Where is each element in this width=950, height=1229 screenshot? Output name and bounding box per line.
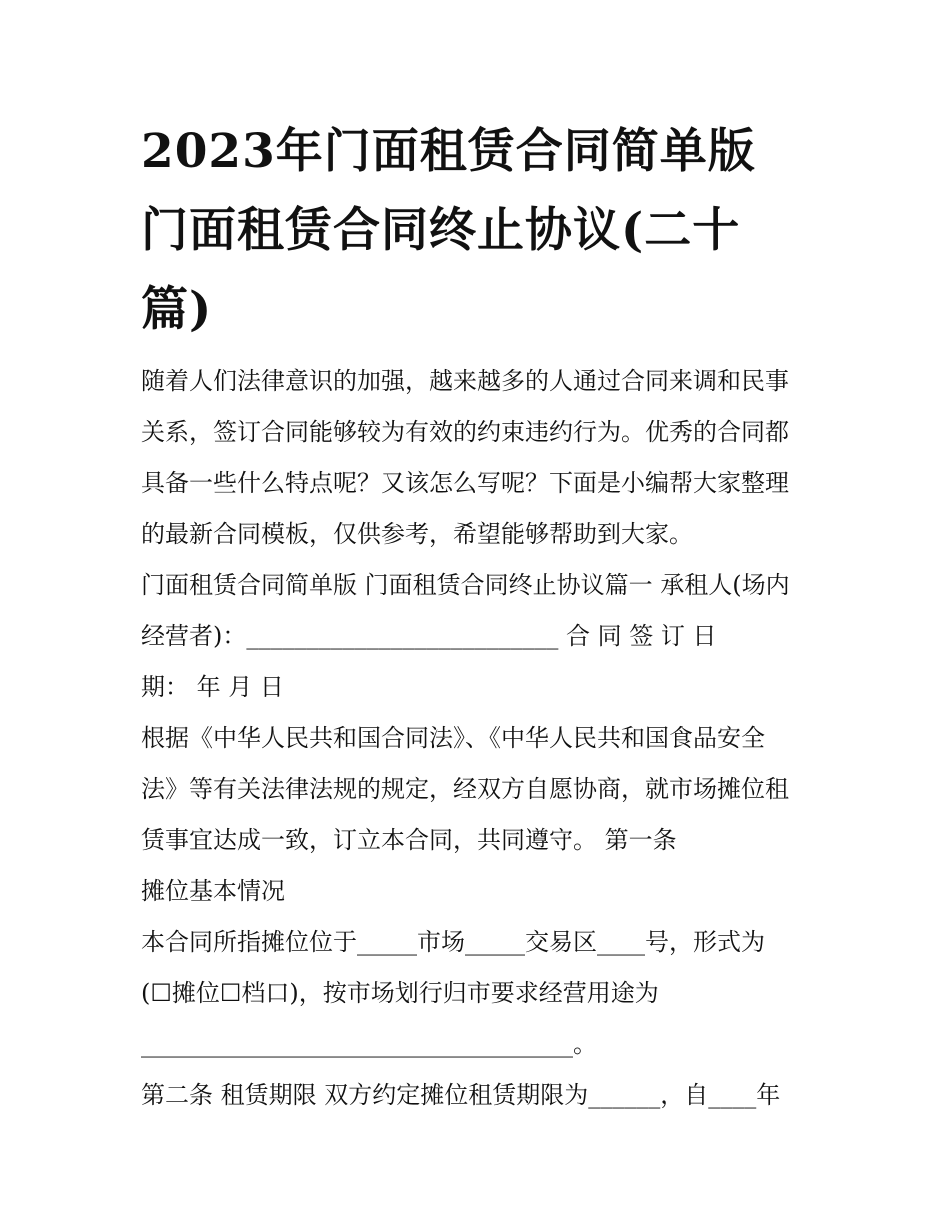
document-body: [141, 356, 821, 1121]
body-line-10: 赁事宜达成一致，订立本合同，共同遵守。 第一条: [141, 826, 677, 854]
body-line-4: 的最新合同模板，仅供参考，希望能够帮助到大家。: [141, 520, 693, 548]
body-line-7: 期： 年 月 日: [141, 673, 284, 701]
body-line-5: 门面租赁合同简单版 门面租赁合同终止协议篇一 承租人(场内: [141, 571, 790, 599]
body-line-8: 根据《中华人民共和国合同法》、《中华人民共和国食品安全: [141, 724, 765, 752]
body-line-14: ____________________________________。: [141, 1030, 597, 1058]
body-line-9: 法》等有关法律法规的规定，经双方自愿协商，就市场摊位租: [141, 775, 789, 803]
body-line-2: 关系，签订合同能够较为有效的约束违约行为。优秀的合同都: [141, 418, 789, 446]
body-line-6: 经营者)：__________________________ 合 同 签 订 日: [141, 622, 717, 650]
body-line-11: 摊位基本情况: [141, 877, 285, 905]
body-line-12: 本合同所指摊位位于_____市场_____交易区____号，形式为: [141, 928, 765, 956]
title-line-1: 2023年门面租赁合同简单版: [141, 124, 756, 179]
body-line-3: 具备一些什么特点呢？又该怎么写呢？下面是小编帮大家整理: [141, 469, 789, 497]
title-line-2: 门面租赁合同终止协议(二十: [141, 203, 741, 258]
body-line-15: 第二条 租赁期限 双方约定摊位租赁期限为______，自____年: [141, 1081, 781, 1109]
document-title: [141, 112, 821, 349]
body-line-13: (☐摊位☐档口)，按市场划行归市要求经营用途为: [141, 979, 659, 1007]
title-line-3: 篇): [141, 282, 213, 337]
body-line-1: 随着人们法律意识的加强，越来越多的人通过合同来调和民事: [141, 367, 789, 395]
